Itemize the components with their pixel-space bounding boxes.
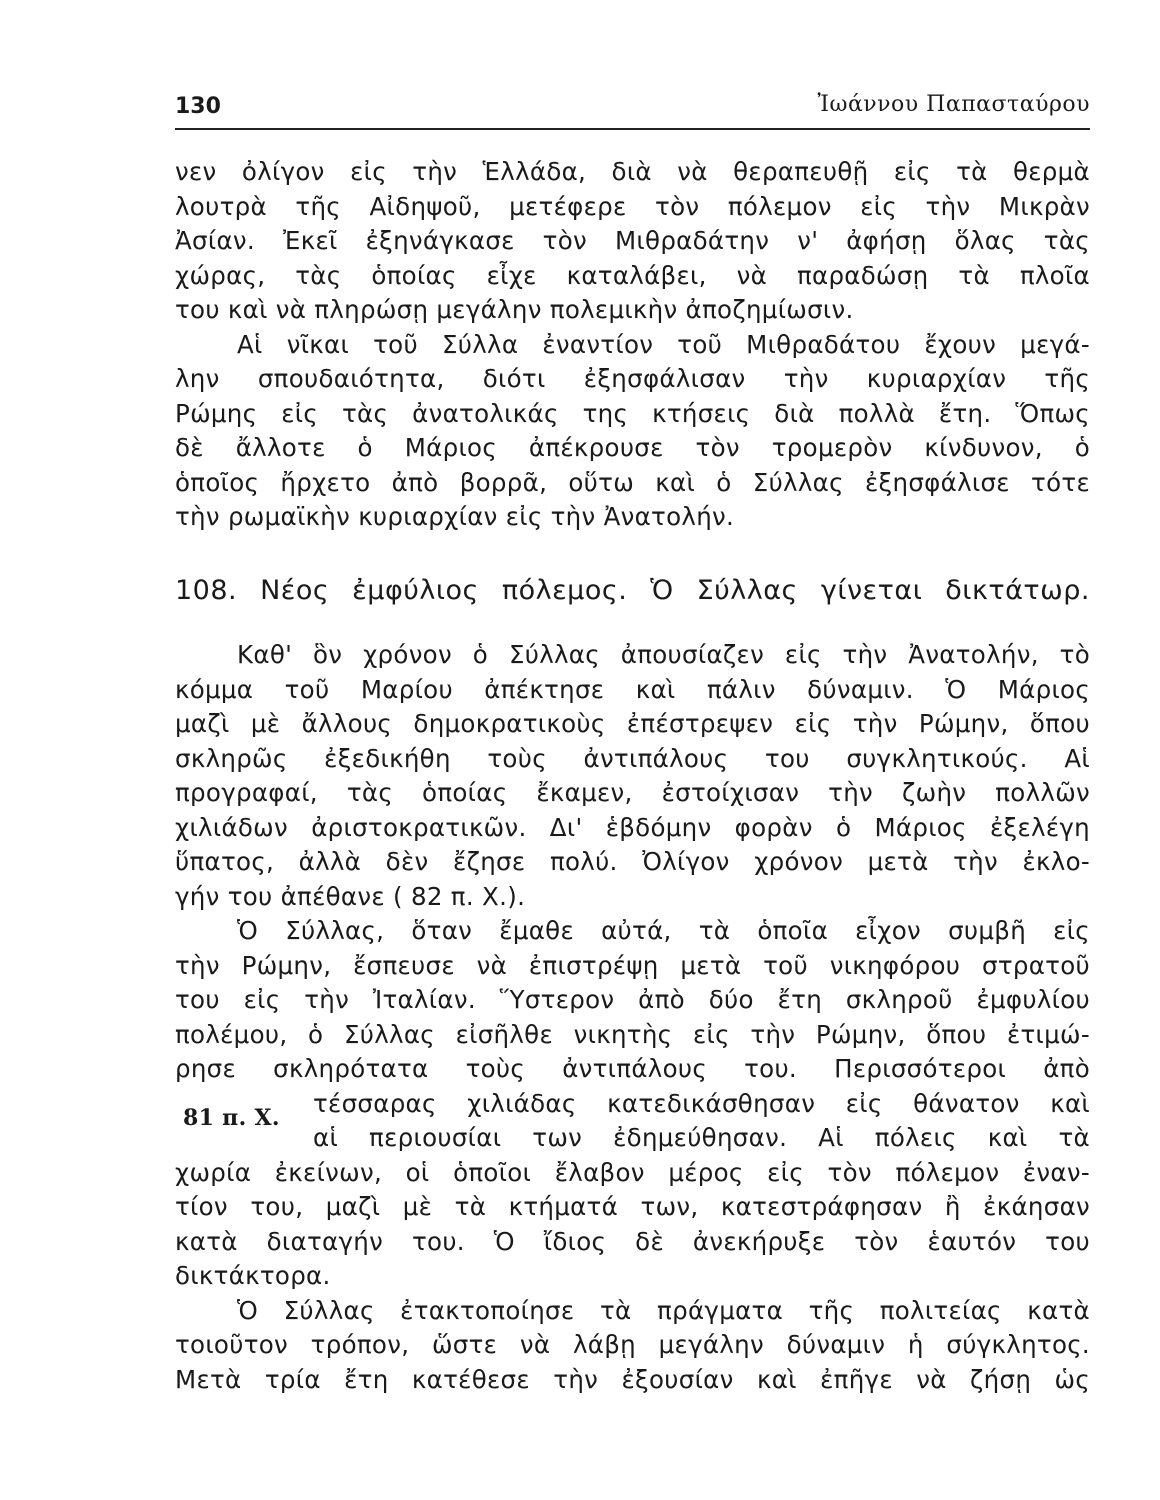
text-line: χιλιάδων ἀριστοκρατικῶν. Δι' ἑβδόμην φορὰν ὁ Μάριος ἐξελέγη [175,812,1090,842]
victories-paragraph [175,328,1090,535]
text-line: κατὰ διαταγήν του. Ὁ ἴδιος δὲ ἀνεκήρυξε τὸν ἑαυτόν του [175,1226,1090,1256]
text-line: λην σπουδαιότητα, διότι ἐξησφάλισαν τὴν κυριαρχίαν τῆς [175,364,1090,393]
text-line: ὁποῖος ἤρχετο ἀπὸ βορρᾶ, οὕτω καὶ ὁ Σύλλας ἐξησφάλισε τότε [175,467,1090,497]
text-line: Ὁ Σύλλας ἐτακτοποίησε τὰ πράγματα τῆς πολιτείας κατὰ [237,1295,1090,1325]
text-line: τὴν ρωμαϊκὴν κυριαρχίαν εἰς τὴν Ἀνατολήν. [175,502,735,531]
text-line: τὴν Ρώμην, ἔσπευσε νὰ ἐπιστρέψῃ μετὰ τοῦ νικηφόρου στρατοῦ [175,950,1090,980]
running-head: Ἰωάννου Παπασταύρου [817,92,1090,117]
text-line: μαζὶ μὲ ἄλλους δημοκρατικοὺς ἐπέστρεψεν εἰς τὴν Ρώμην, ὅπου [175,709,1090,738]
intro-paragraph [175,155,1090,328]
margin-date-note: 81 π. Χ. [183,1104,280,1131]
text-line: δικτάκτορα. [175,1261,331,1290]
text-line: Μετὰ τρία ἔτη κατέθεσε τὴν ἐξουσίαν καὶ ἐπῆγε νὰ ζήσῃ ὡς [175,1364,1090,1394]
text-line: Αἱ νῖκαι τοῦ Σύλλα ἐναντίον τοῦ Μιθραδάτου ἔχουν μεγά- [237,329,1090,359]
text-line: του καὶ νὰ πληρώσῃ μεγάλην πολεμικὴν ἀποζημίωσιν. [175,295,854,324]
return-paragraph [175,914,1090,1294]
text-line: νεν ὀλίγον εἰς τὴν Ἑλλάδα, διὰ νὰ θεραπευθῇ εἰς τὰ θερμὰ [175,157,1090,186]
page-number: 130 [175,94,221,119]
absence-paragraph [175,638,1090,914]
text-line: δὲ ἄλλοτε ὁ Μάριος ἀπέκρουσε τὸν τρομερὸν κίνδυνον, ὁ [175,433,1090,462]
text-line: κόμμα τοῦ Μαρίου ἀπέκτησε καὶ πάλιν δύναμιν. Ὁ Μάριος [175,674,1090,704]
margin-note-block [175,1087,1090,1156]
text-line: Ὁ Σύλλας, ὅταν ἔμαθε αὐτά, τὰ ὁποῖα εἶχον συμβῆ εἰς [237,916,1090,945]
text-line: γήν του ἀπέθανε ( 82 π. Χ.). [175,881,526,911]
text-line: ὕπατος, ἀλλὰ δὲν ἔζησε πολύ. Ὀλίγον χρόνον μετὰ τὴν ἐκλο- [175,847,1090,876]
text-line: προγραφαί, τὰς ὁποίας ἔκαμεν, ἐστοίχισαν τὴν ζωὴν πολλῶν [175,778,1090,807]
body-text-bottom [175,638,1090,1397]
text-line: χωρία ἐκείνων, οἱ ὁποῖοι ἔλαβον μέρος εἰς τὸν πόλεμον ἐναν- [175,1157,1090,1187]
body-text-top [175,155,1090,535]
text-line: χώρας, τὰς ὁποίας εἶχε καταλάβει, νὰ παραδώσῃ τὰ πλοῖα [175,260,1090,290]
text-line: σκληρῶς ἐξεδικήθη τοὺς ἀντιπάλους του συγκλητικούς. Αἱ [175,743,1090,773]
text-line: λουτρὰ τῆς Αἰδηψοῦ, μετέφερε τὸν πόλεμον εἰς τὴν Μικρὰν [175,191,1090,221]
text-line: ρησε σκληρότατα τοὺς ἀντιπάλους του. Περισσότεροι ἀπὸ [175,1054,1090,1083]
text-line: αἱ περιουσίαι των ἐδημεύθησαν. Αἱ πόλεις καὶ τὰ [313,1123,1090,1152]
text-line: Καθ' ὃν χρόνον ὁ Σύλλας ἀπουσίαζεν εἰς τὴν Ἀνατολήν, τὸ [237,640,1090,669]
text-line: πολέμου, ὁ Σύλλας εἰσῆλθε νικητὴς εἰς τὴν Ρώμην, ὅπου ἐτιμώ- [175,1019,1090,1049]
page-header [175,88,1090,130]
text-line: Ἀσίαν. Ἐκεῖ ἐξηνάγκασε τὸν Μιθραδάτην ν' ἀφήσῃ ὅλας τὰς [175,226,1090,255]
section-heading: 108. Νέος ἐμφύλιος πόλεμος. Ὁ Σύλλας γίνεται δικτάτωρ. [175,575,1090,606]
text-line: τίον του, μαζὶ μὲ τὰ κτήματά των, κατεστράφησαν ἢ ἐκάησαν [175,1192,1090,1221]
text-line: τέσσαρας χιλιάδας κατεδικάσθησαν εἰς θάνατον καὶ [313,1088,1090,1118]
text-line: τοιοῦτον τρόπον, ὥστε νὰ λάβῃ μεγάλην δύναμιν ἡ σύγκλητος. [175,1330,1090,1359]
text-line: Ρώμης εἰς τὰς ἀνατολικάς της κτήσεις διὰ πολλὰ ἔτη. Ὅπως [175,398,1090,428]
final-paragraph [175,1294,1090,1398]
text-line: του εἰς τὴν Ἰταλίαν. Ὕστερον ἀπὸ δύο ἔτη σκληροῦ ἐμφυλίου [175,985,1090,1014]
